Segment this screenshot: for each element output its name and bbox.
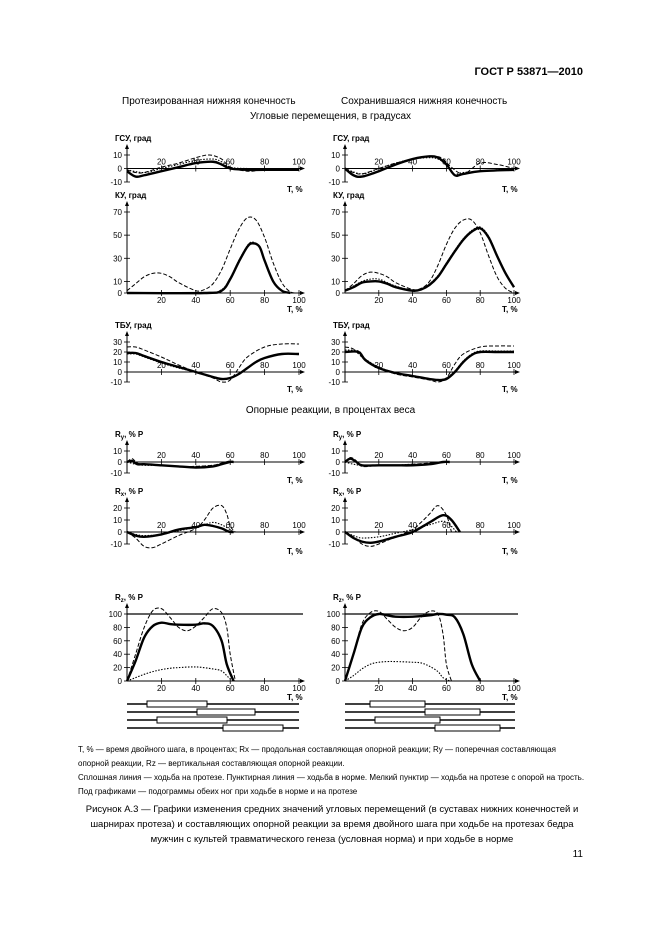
x-axis-label: T, % [502, 385, 518, 394]
y-tick-label: -10 [328, 540, 340, 549]
x-tick-label: 40 [408, 361, 418, 370]
x-tick-label: 60 [225, 684, 235, 693]
y-tick-label: 80 [113, 623, 122, 633]
y-axis-label-subscript: x [338, 492, 343, 498]
x-tick-label: 80 [260, 521, 270, 530]
section-title-reactions: Опорные реакции, в процентах веса [245, 405, 416, 416]
x-tick-label: 20 [156, 521, 166, 530]
x-tick-label: 20 [156, 684, 166, 693]
x-axis-label: T, % [502, 185, 518, 194]
x-tick-label: 20 [374, 684, 384, 693]
podogram-left [127, 701, 299, 731]
x-tick-label: 100 [292, 451, 306, 460]
x-axis-label: T, % [287, 547, 303, 556]
y-tick-label: 0 [335, 528, 340, 537]
page-number: 11 [572, 849, 583, 860]
x-tick-label: 100 [507, 521, 521, 530]
y-axis-label-unit: , % P [341, 593, 361, 602]
x-tick-label: 20 [374, 361, 384, 370]
y-tick-label: 70 [113, 208, 122, 217]
x-tick-label: 60 [225, 157, 235, 167]
y-axis-label-unit: , % P [342, 487, 362, 496]
y-axis-label-subscript: x [120, 492, 125, 498]
y-axis-label-subscript: y [120, 435, 125, 441]
x-tick-label: 40 [408, 157, 418, 167]
x-tick-label: 80 [475, 521, 485, 530]
x-tick-label: 40 [191, 157, 201, 167]
x-tick-label: 100 [292, 361, 306, 370]
y-tick-label: 60 [113, 636, 122, 646]
x-tick-label: 100 [507, 361, 521, 370]
y-tick-label: 20 [113, 663, 122, 673]
y-axis-label: КУ, град [115, 191, 147, 200]
x-axis-label: T, % [502, 476, 518, 485]
x-tick-label: 100 [292, 157, 306, 167]
x-tick-label: 100 [292, 521, 306, 530]
y-tick-label: 10 [113, 358, 122, 367]
x-tick-label: 20 [374, 157, 384, 167]
x-axis-label: T, % [287, 305, 303, 314]
x-tick-label: 80 [260, 451, 270, 460]
y-tick-label: 10 [113, 447, 122, 456]
y-tick-label: -10 [110, 540, 122, 549]
x-tick-label: 100 [507, 684, 521, 693]
y-tick-label: 10 [331, 447, 340, 456]
x-tick-label: 100 [292, 296, 306, 305]
y-axis-label: $R_z$, % P [333, 593, 361, 604]
y-tick-label: 0 [335, 458, 340, 467]
x-tick-label: 100 [507, 157, 521, 167]
y-tick-label: 30 [331, 254, 340, 264]
x-tick-label: 80 [475, 684, 485, 693]
x-tick-label: 60 [225, 451, 235, 460]
y-tick-label: 30 [113, 338, 122, 347]
y-tick-label: 0 [117, 528, 122, 537]
x-tick-label: 20 [374, 451, 384, 460]
y-axis-label: ТБУ, град [115, 321, 152, 330]
x-tick-label: 60 [225, 361, 235, 370]
y-axis-label: ТБУ, град [333, 321, 370, 330]
y-axis-label: ГСУ, град [115, 134, 152, 143]
y-tick-label: 50 [113, 231, 122, 241]
x-tick-label: 60 [441, 296, 451, 305]
y-tick-label: 20 [113, 504, 122, 513]
x-tick-label: 100 [507, 296, 521, 305]
y-tick-label: -10 [328, 378, 340, 387]
x-axis-label: T, % [502, 693, 518, 702]
y-axis-label-subscript: y [338, 435, 343, 441]
y-tick-label: 20 [113, 348, 122, 357]
y-tick-label: 0 [117, 164, 122, 174]
x-tick-label: 20 [156, 361, 166, 370]
y-tick-label: 10 [113, 516, 122, 525]
x-tick-label: 80 [475, 451, 485, 460]
y-tick-label: 10 [331, 277, 340, 287]
y-tick-label: 80 [331, 623, 340, 633]
y-axis-label: $R_x$, % P [333, 487, 362, 498]
y-tick-label: 60 [331, 636, 340, 646]
y-axis-label-unit: , % P [342, 430, 362, 439]
x-tick-label: 40 [191, 296, 201, 305]
x-tick-label: 20 [156, 296, 166, 305]
y-tick-label: 10 [331, 358, 340, 367]
x-tick-label: 40 [408, 684, 418, 693]
x-tick-label: 60 [225, 521, 235, 530]
column-title-right: Сохранившаяся нижняя конечность [341, 96, 508, 107]
y-axis-label: $R_z$, % P [115, 593, 143, 604]
y-axis-label-unit: , % P [124, 487, 144, 496]
x-tick-label: 60 [441, 521, 451, 530]
y-tick-label: 0 [117, 458, 122, 467]
y-tick-label: 20 [331, 348, 340, 357]
x-tick-label: 40 [191, 451, 201, 460]
x-tick-label: 20 [374, 296, 384, 305]
y-axis-label-subscript: z [120, 598, 124, 604]
figure-caption: Рисунок А.3 — Графики изменения средних значений угловых перемещений (в суставах нижних конечностей и шарнирах протеза) и составляющих опорной реакции за время двойного шага при ходьбе на протезах бедра мужчин с культей травматического генеза (условная норма) и при ходьбе в норме [85, 804, 579, 845]
y-tick-label: 30 [113, 254, 122, 264]
y-tick-label: 40 [331, 650, 340, 660]
x-tick-label: 80 [475, 361, 485, 370]
x-tick-label: 80 [260, 684, 270, 693]
x-tick-label: 20 [156, 451, 166, 460]
y-axis-label-unit: , % P [123, 593, 143, 602]
y-tick-label: 100 [108, 610, 122, 619]
x-axis-label: T, % [287, 185, 303, 194]
x-tick-label: 40 [191, 684, 201, 693]
y-tick-label: 0 [335, 368, 340, 377]
y-tick-label: -10 [328, 469, 340, 478]
y-tick-label: 40 [113, 650, 122, 660]
x-tick-label: 60 [441, 684, 451, 693]
y-tick-label: 20 [331, 663, 340, 673]
y-tick-label: 70 [331, 208, 340, 217]
x-tick-label: 80 [475, 296, 485, 305]
x-axis-label: T, % [287, 693, 303, 702]
y-axis-label: $R_y$, % P [115, 430, 144, 441]
x-tick-label: 80 [260, 296, 270, 305]
y-tick-label: 10 [331, 151, 340, 160]
x-tick-label: 60 [441, 451, 451, 460]
document-id: ГОСТ Р 53871—2010 [474, 66, 583, 78]
y-axis-label: $R_y$, % P [333, 430, 362, 441]
y-tick-label: 0 [117, 289, 122, 298]
y-tick-label: 10 [331, 516, 340, 525]
x-tick-label: 100 [507, 451, 521, 460]
x-tick-label: 40 [191, 361, 201, 370]
y-tick-label: -10 [110, 378, 122, 387]
legend-notation: T, % — время двойного шага, в процентах; Rx — продольная составляющая опорной реакции; Ry — поперечная составляющая опорной реакции, Rz — вертикальная составляющая опорной реакции. [78, 745, 557, 768]
y-tick-label: 0 [335, 289, 340, 298]
x-tick-label: 40 [408, 521, 418, 530]
y-tick-label: -10 [328, 178, 340, 187]
y-axis-label: $R_x$, % P [115, 487, 144, 498]
y-tick-label: 0 [117, 677, 122, 686]
y-tick-label: 0 [117, 368, 122, 377]
podogram-right [345, 701, 515, 731]
y-tick-label: 50 [331, 231, 340, 241]
x-tick-label: 80 [475, 157, 485, 167]
section-title-angles: Угловые перемещения, в градусах [249, 111, 412, 122]
x-tick-label: 20 [156, 157, 166, 167]
legend-lines: Сплошная линия — ходьба на протезе. Пунктирная линия — ходьба в норме. Мелкий пунктир — ходьба на протезе с опорой на трость. Под графиками — подограммы обеих ног при ходьбе в норме и на протезе [78, 773, 585, 796]
x-tick-label: 20 [374, 521, 384, 530]
x-axis-label: T, % [502, 305, 518, 314]
x-tick-label: 80 [260, 361, 270, 370]
x-tick-label: 80 [260, 157, 270, 167]
y-tick-label: 100 [326, 610, 340, 619]
y-tick-label: 20 [331, 504, 340, 513]
y-tick-label: 30 [331, 338, 340, 347]
x-axis-label: T, % [502, 547, 518, 556]
y-tick-label: -10 [110, 469, 122, 478]
x-tick-label: 40 [191, 521, 201, 530]
x-tick-label: 60 [441, 361, 451, 370]
y-axis-label-subscript: z [338, 598, 342, 604]
x-tick-label: 40 [408, 296, 418, 305]
column-title-left: Протезированная нижняя конечность [122, 96, 296, 107]
y-tick-label: 10 [113, 277, 122, 287]
y-axis-label: КУ, град [333, 191, 365, 200]
x-axis-label: T, % [287, 385, 303, 394]
y-axis-label-unit: , % P [124, 430, 144, 439]
y-tick-label: 0 [335, 164, 340, 174]
y-tick-label: 10 [113, 151, 122, 160]
x-tick-label: 60 [441, 157, 451, 167]
y-tick-label: 0 [335, 677, 340, 686]
y-tick-label: -10 [110, 178, 122, 187]
y-axis-label: ГСУ, град [333, 134, 370, 143]
x-tick-label: 100 [292, 684, 306, 693]
x-tick-label: 60 [225, 296, 235, 305]
x-tick-label: 40 [408, 451, 418, 460]
x-axis-label: T, % [287, 476, 303, 485]
